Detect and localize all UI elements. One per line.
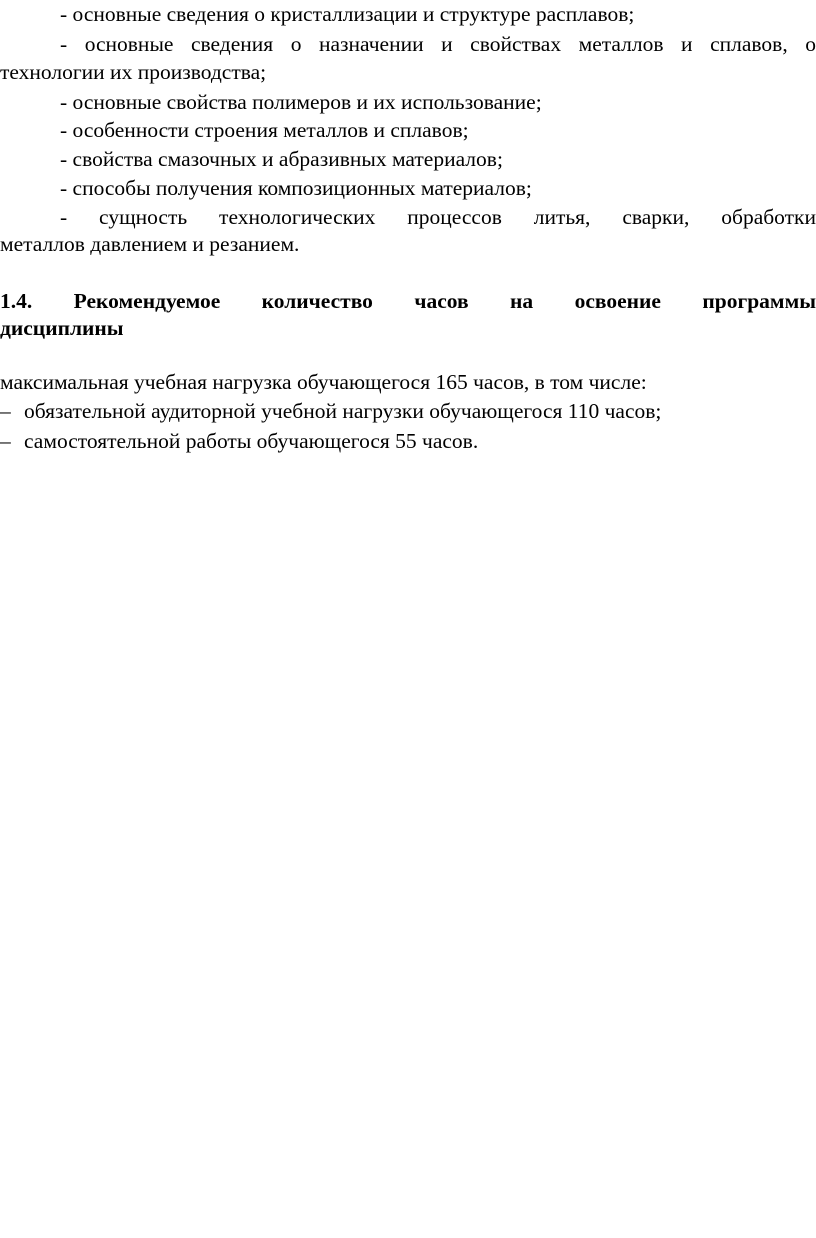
hours-item-self-study-text: самостоятельной работы обучающегося 55 часов. — [24, 429, 479, 453]
list-item-metals-purpose-cont: технологии их производства; — [0, 60, 267, 84]
list-item-structure: - особенности строения металлов и сплавов; — [60, 118, 469, 142]
section-heading: 1.4. Рекомендуемое количество часов на освоение программы — [0, 289, 816, 313]
list-item-lubricants: - свойства смазочных и абразивных материалов; — [60, 147, 503, 171]
hours-item-classroom-text: обязательной аудиторной учебной нагрузки обучающегося 110 часов; — [24, 399, 662, 423]
hours-item-classroom — [0, 397, 816, 425]
dash-marker: – — [0, 429, 11, 453]
list-item-processes: - сущность технологических процессов литья, сварки, обработки — [60, 205, 816, 229]
list-item-crystallization: - основные сведения о кристаллизации и структуре расплавов; — [60, 2, 635, 26]
list-item-processes-cont: металлов давлением и резанием. — [0, 232, 300, 256]
hours-item-self-study — [0, 427, 816, 455]
section-heading-cont: дисциплины — [0, 316, 124, 340]
list-item-composites: - способы получения композиционных материалов; — [60, 176, 532, 200]
list-item-metals-purpose: - основные сведения о назначении и свойствах металлов и сплавов, о — [60, 32, 816, 56]
dash-marker: – — [0, 399, 11, 423]
hours-intro: максимальная учебная нагрузка обучающегося 165 часов, в том числе: — [0, 370, 647, 394]
list-item-polymers: - основные свойства полимеров и их использование; — [60, 90, 542, 114]
